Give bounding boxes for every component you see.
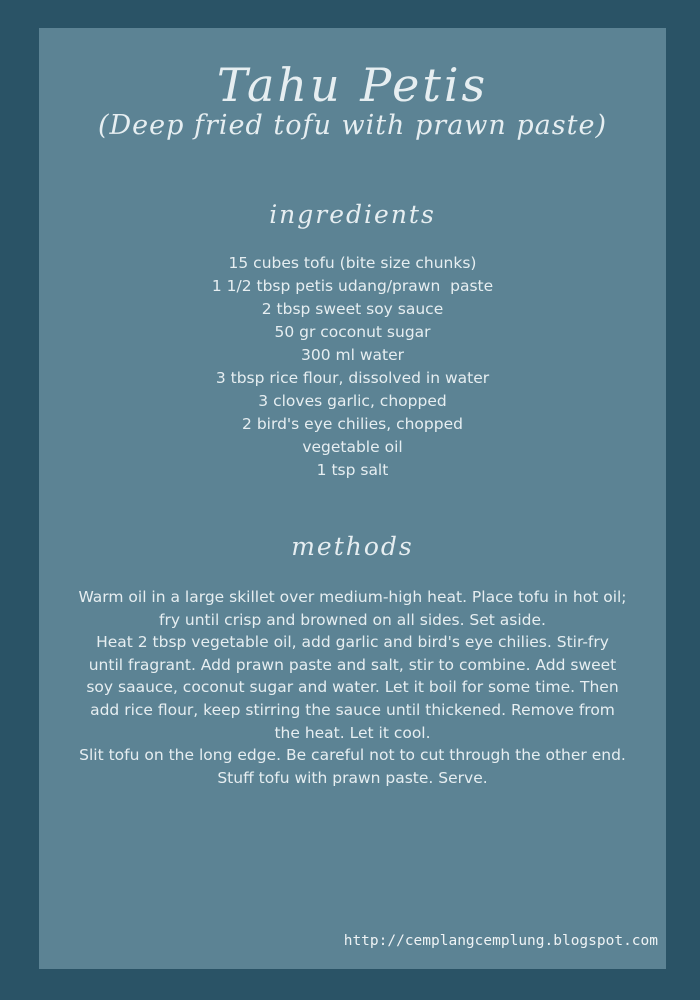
ingredient-item: 15 cubes tofu (bite size chunks) (228, 254, 477, 272)
recipe-card (39, 28, 666, 969)
method-step: Slit tofu on the long edge. Be careful not to cut through the other end. Stuff tofu with prawn paste. Serve. (79, 746, 626, 787)
ingredient-item: 1 tsp salt (316, 461, 389, 479)
ingredient-item: 2 bird's eye chilies, chopped (242, 415, 463, 433)
methods-text (77, 586, 628, 789)
ingredient-item: 300 ml water (300, 346, 404, 364)
recipe-title: Tahu Petis (216, 58, 489, 112)
ingredients-heading: ingredients (269, 200, 436, 229)
ingredient-item: vegetable oil (302, 438, 403, 456)
ingredient-item: 2 tbsp sweet soy sauce (261, 300, 444, 318)
ingredient-item: 3 cloves garlic, chopped (258, 392, 447, 410)
ingredient-item: 50 gr coconut sugar (274, 323, 431, 341)
ingredient-item: 1 1/2 tbsp petis udang/prawn paste (211, 277, 494, 295)
ingredient-item: 3 tbsp rice flour, dissolved in water (215, 369, 490, 387)
ingredients-list (39, 252, 666, 482)
method-step: Warm oil in a large skillet over medium-high heat. Place tofu in hot oil; fry until crisp and browned on all sides. Set aside. (78, 588, 627, 629)
blog-url: http://cemplangcemplung.blogspot.com (343, 933, 658, 949)
recipe-subtitle: (Deep fried tofu with prawn paste) (98, 110, 607, 141)
methods-heading: methods (291, 532, 414, 561)
method-step: Heat 2 tbsp vegetable oil, add garlic and bird's eye chilies. Stir-fry until fragrant. Add prawn paste and salt, stir to combine. Add sweet soy saauce, coconut sugar and water. Let it boil for some time. Then add rice flour, keep stirring the sauce until thickened. Remove from the heat. Let it cool. (86, 633, 619, 742)
